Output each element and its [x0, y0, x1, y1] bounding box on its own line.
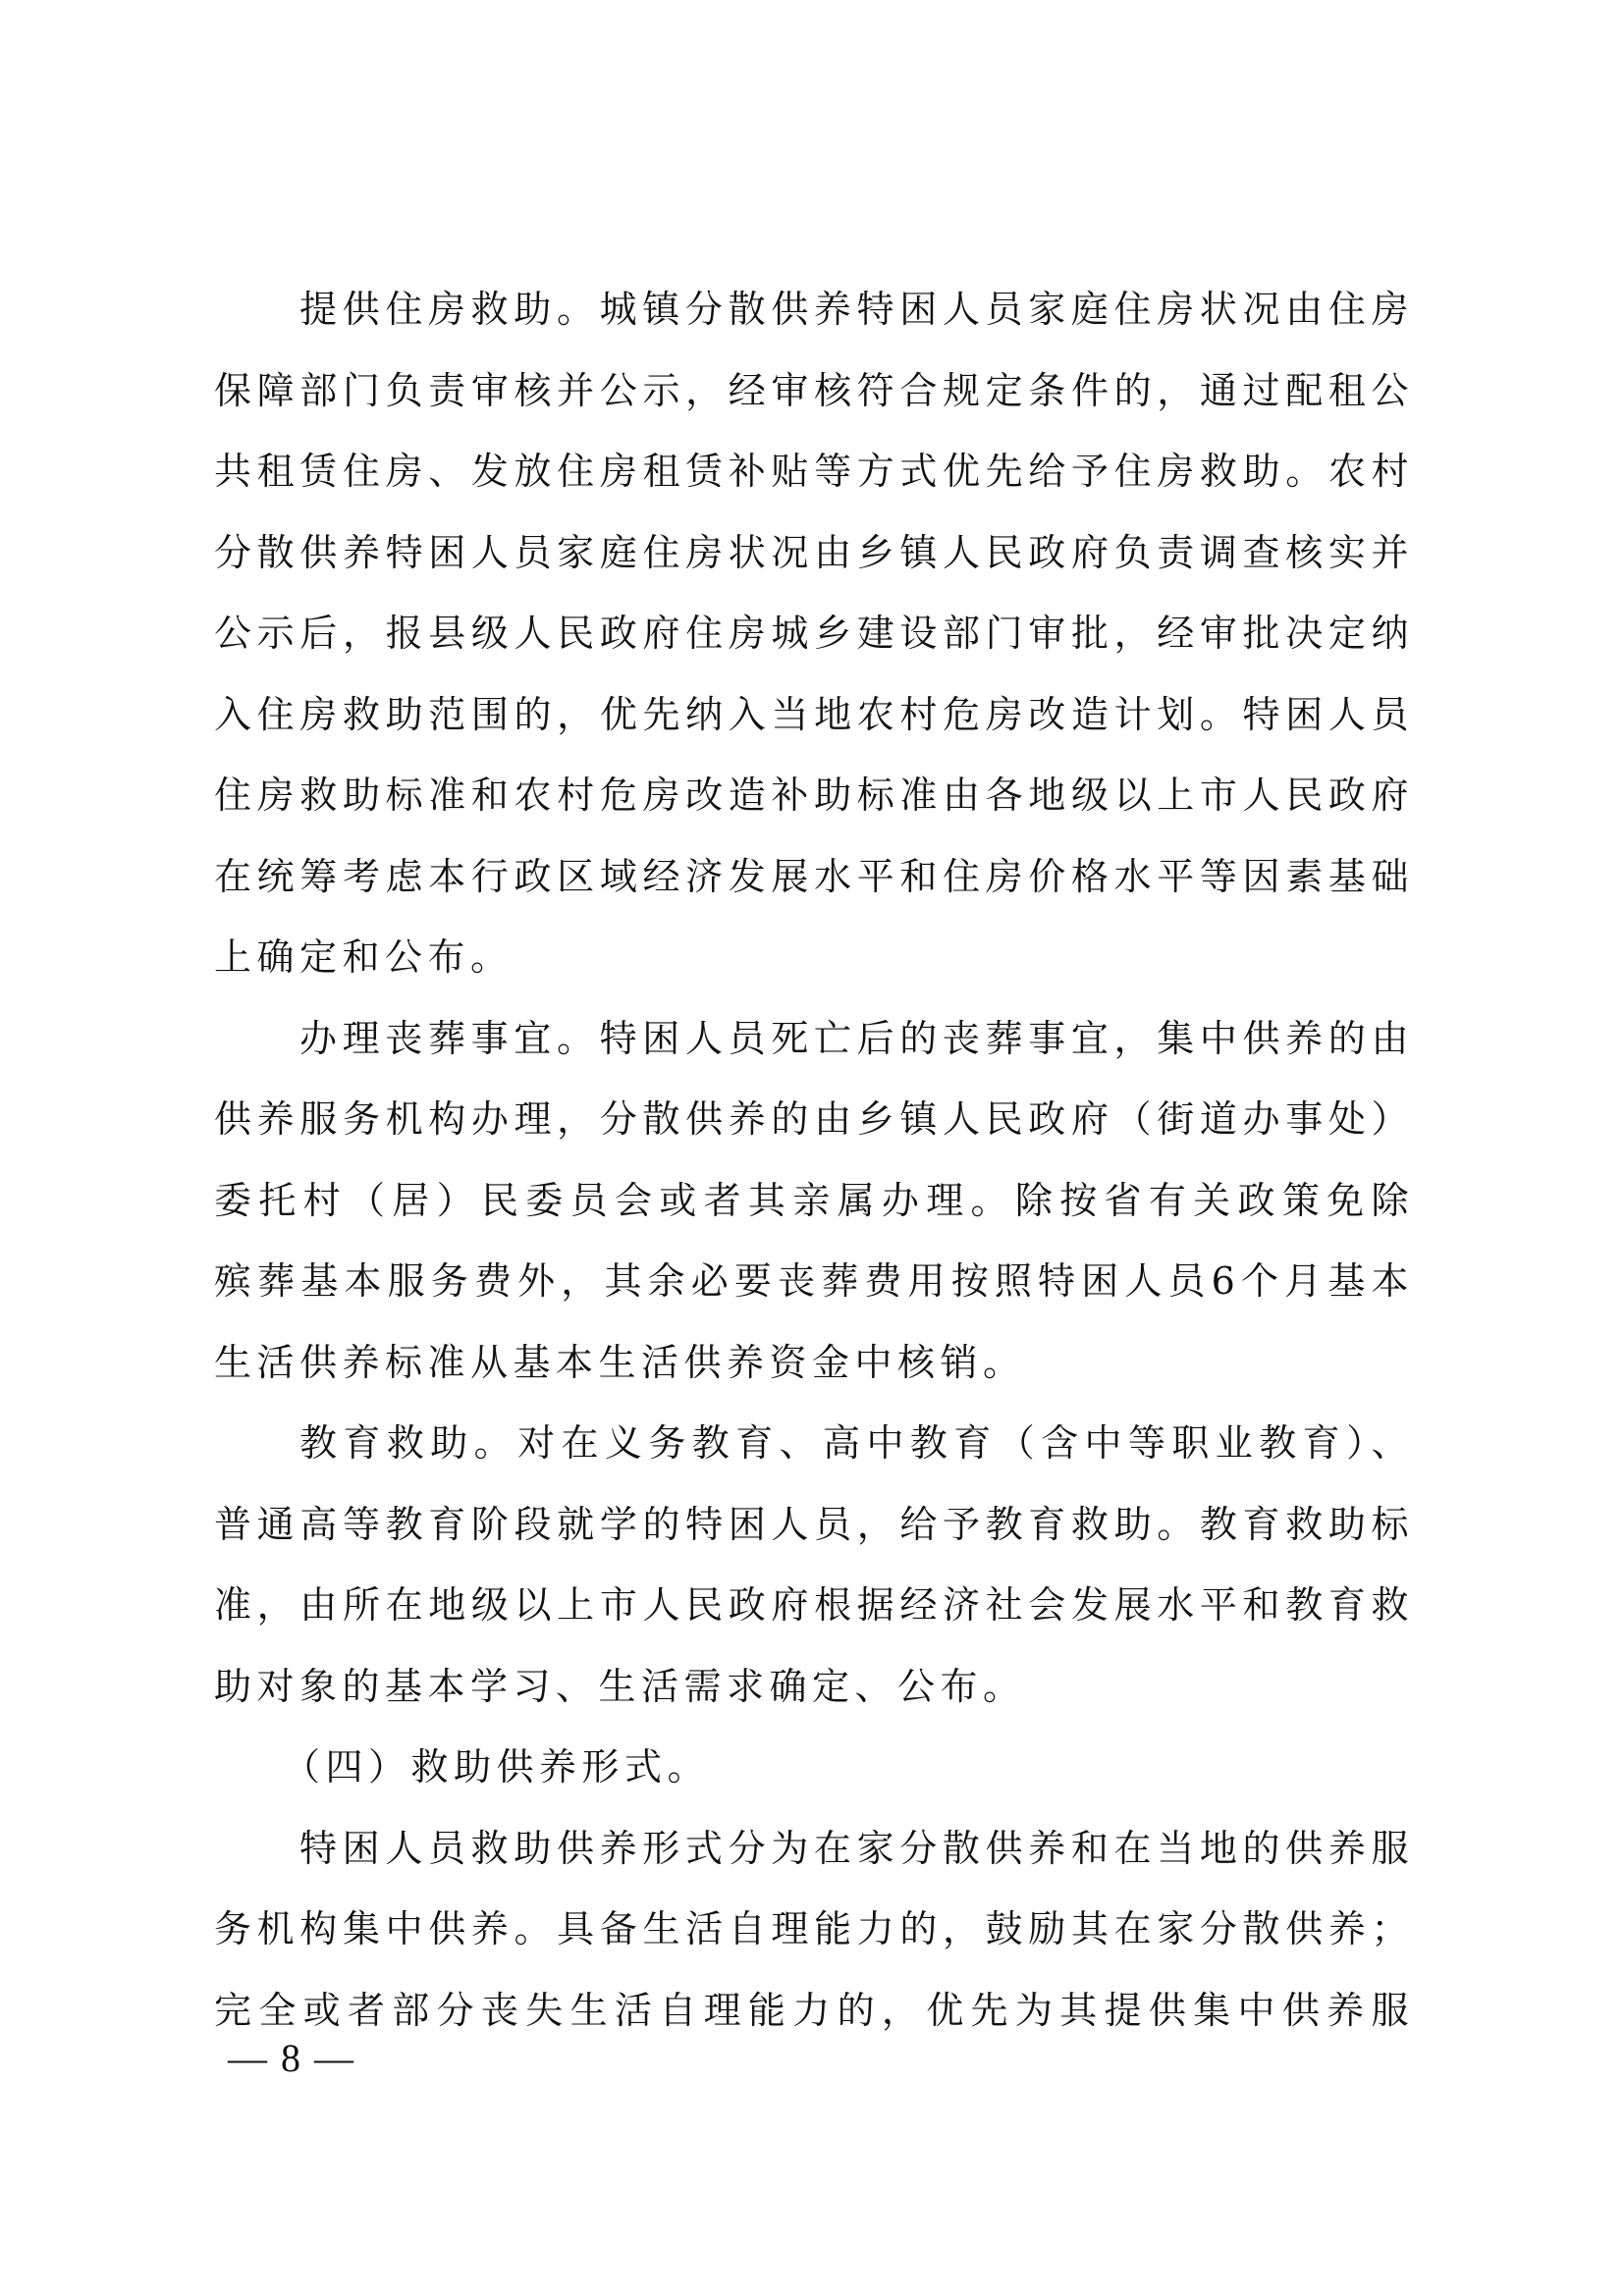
paragraph-education-line-1: 教育救助。对在义务教育、高中教育（含中等职业教育）、: [299, 1421, 1414, 1465]
paragraph-support-line-1: 特困人员救助供养形式分为在家分散供养和在当地的供养服: [299, 1826, 1414, 1870]
paragraph-funeral-line-1: 办理丧葬事宜。特困人员死亡后的丧葬事宜，集中供养的由: [299, 1016, 1414, 1060]
paragraph-housing-line-6: 入住房救助范围的，优先纳入当地农村危房改造计划。特困人员: [214, 692, 1414, 736]
paragraph-housing-line-4: 分散供养特困人员家庭住房状况由乡镇人民政府负责调查核实并: [214, 530, 1414, 574]
paragraph-education-line-4: 助对象的基本学习、生活需求确定、公布。: [214, 1664, 1026, 1708]
body-text: [214, 277, 1414, 2058]
paragraph-housing-line-3: 共租赁住房、发放住房租赁补贴等方式优先给予住房救助。农村: [214, 450, 1414, 493]
paragraph-housing-line-2: 保障部门负责审核并公示，经审核符合规定条件的，通过配租公: [214, 368, 1414, 412]
paragraph-housing-line-1: 提供住房救助。城镇分散供养特困人员家庭住房状况由住房: [299, 288, 1414, 331]
page-number: — 8 —: [228, 2036, 355, 2080]
paragraph-education-line-2: 普通高等教育阶段就学的特困人员，给予教育救助。教育救助标: [214, 1502, 1414, 1546]
paragraph-education-line-3: 准，由所在地级以上市人民政府根据经济社会发展水平和教育救: [214, 1583, 1414, 1627]
paragraph-funeral-line-4: 殡葬基本服务费外，其余必要丧葬费用按照特困人员6个月基本: [214, 1259, 1414, 1303]
section-heading: （四）救助供养形式。: [283, 1745, 711, 1789]
paragraph-housing-line-7: 住房救助标准和农村危房改造补助标准由各地级以上市人民政府: [214, 774, 1414, 817]
paragraph-housing-line-9: 上确定和公布。: [214, 935, 514, 979]
paragraph-funeral-line-2: 供养服务机构办理，分散供养的由乡镇人民政府（街道办事处）: [214, 1097, 1414, 1141]
paragraph-funeral-line-3: 委托村（居）民委员会或者其亲属办理。除按省有关政策免除: [214, 1178, 1414, 1222]
paragraph-support-line-3: 完全或者部分丧失生活自理能力的，优先为其提供集中供养服: [214, 1988, 1414, 2032]
paragraph-funeral-line-5: 生活供养标准从基本生活供养资金中核销。: [214, 1340, 1026, 1384]
paragraph-housing-line-5: 公示后，报县级人民政府住房城乡建设部门审批，经审批决定纳: [214, 612, 1414, 655]
paragraph-support-line-2: 务机构集中供养。具备生活自理能力的，鼓励其在家分散供养；: [214, 1907, 1414, 1950]
paragraph-housing-line-8: 在统筹考虑本行政区域经济发展水平和住房价格水平等因素基础: [214, 854, 1414, 898]
